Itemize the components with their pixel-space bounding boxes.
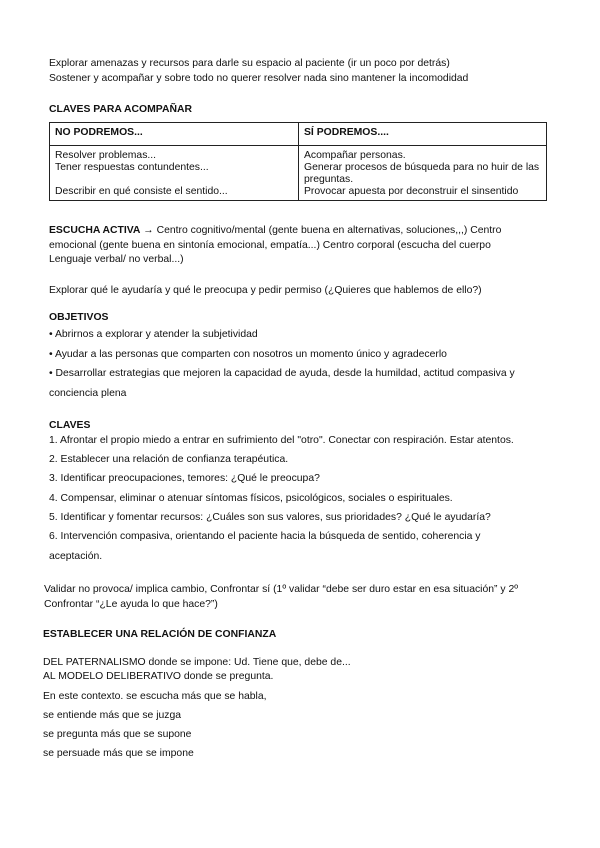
intro-line-1: Explorar amenazas y recursos para darle su espacio al paciente (ir un poco por detrás) xyxy=(49,58,450,69)
claves-heading: CLAVES xyxy=(49,420,91,431)
objetivos-heading: OBJETIVOS xyxy=(49,312,109,323)
list-item: Provocar apuesta por deconstruir el sinsentido xyxy=(304,186,519,197)
table-body-row xyxy=(50,146,547,201)
table-cell-no-podremos xyxy=(50,146,299,201)
confianza-line: En este contexto. se escucha más que se habla, xyxy=(43,691,267,702)
clave-item: 3. Identificar preocupaciones, temores: ¿Qué le preocupa? xyxy=(49,473,320,484)
list-item: Generar procesos de búsqueda para no huir de las preguntas. xyxy=(304,162,540,185)
objetivo-item-cont: conciencia plena xyxy=(49,388,127,399)
confianza-heading: ESTABLECER UNA RELACIÓN DE CONFIANZA xyxy=(43,629,277,640)
validar-line-1: Validar no provoca/ implica cambio, Confrontar sí (1º validar “debe ser duro estar en esa situación” y 2º xyxy=(44,584,519,595)
table-header-row xyxy=(50,123,547,146)
clave-item: 6. Intervención compasiva, orientando el paciente hacia la búsqueda de sentido, coherencia y xyxy=(49,531,481,542)
objetivo-item: • Desarrollar estrategias que mejoren la capacidad de ayuda, desde la humildad, actitud compasiva y xyxy=(49,368,515,379)
confianza-line: se entiende más que se juzga xyxy=(43,710,182,721)
list-item: Tener respuestas contundentes... xyxy=(55,162,209,173)
escucha-line-1 xyxy=(49,224,501,237)
escucha-label: ESCUCHA ACTIVA xyxy=(49,225,141,236)
table-header-si-podremos: SÍ PODREMOS.... xyxy=(299,123,547,146)
clave-item-cont: aceptación. xyxy=(49,551,103,562)
confianza-line: AL MODELO DELIBERATIVO donde se pregunta. xyxy=(43,671,274,682)
claves-acompanar-heading: CLAVES PARA ACOMPAÑAR xyxy=(49,104,192,115)
confianza-line: se pregunta más que se supone xyxy=(43,729,192,740)
list-item: Describir en qué consiste el sentido... xyxy=(55,186,228,197)
escucha-line-1-text: Centro cognitivo/mental (gente buena en alternativas, soluciones,,,) Centro xyxy=(153,225,502,236)
confianza-line: se persuade más que se impone xyxy=(43,748,194,759)
escucha-line-3: Lenguaje verbal/ no verbal...) xyxy=(49,254,184,265)
table-header-no-podremos: NO PODREMOS... xyxy=(50,123,299,146)
escucha-line-2: emocional (gente buena en sintonía emocional, empatía...) Centro corporal (escucha del cuerpo xyxy=(49,240,491,251)
claves-acompanar-table xyxy=(49,122,547,201)
table-cell-si-podremos xyxy=(299,146,547,201)
clave-item: 5. Identificar y fomentar recursos: ¿Cuáles son sus valores, sus prioridades? ¿Qué le ayudaría? xyxy=(49,512,491,523)
objetivo-item: • Ayudar a las personas que comparten con nosotros un momento único y agradecerlo xyxy=(49,349,447,360)
list-item: Resolver problemas... xyxy=(55,150,157,161)
clave-item: 4. Compensar, eliminar o atenuar síntomas físicos, psicológicos, sociales o espirituales. xyxy=(49,493,453,504)
clave-item: 2. Establecer una relación de confianza terapéutica. xyxy=(49,454,289,465)
clave-item: 1. Afrontar el propio miedo a entrar en sufrimiento del "otro". Conectar con respiración. Estar atentos. xyxy=(49,435,514,446)
confianza-line: DEL PATERNALISMO donde se impone: Ud. Tiene que, debe de... xyxy=(43,657,351,668)
validar-line-2: Confrontar “¿Le ayuda lo que hace?”) xyxy=(44,599,218,610)
list-item: Acompañar personas. xyxy=(304,150,406,161)
intro-line-2: Sostener y acompañar y sobre todo no querer resolver nada sino mantener la incomodidad xyxy=(49,73,469,84)
objetivo-item: • Abrirnos a explorar y atender la subjetividad xyxy=(49,329,258,340)
arrow-right-icon: → xyxy=(143,225,154,236)
explorar-text: Explorar qué le ayudaría y qué le preocupa y pedir permiso (¿Quieres que hablemos de ello?) xyxy=(49,285,482,296)
